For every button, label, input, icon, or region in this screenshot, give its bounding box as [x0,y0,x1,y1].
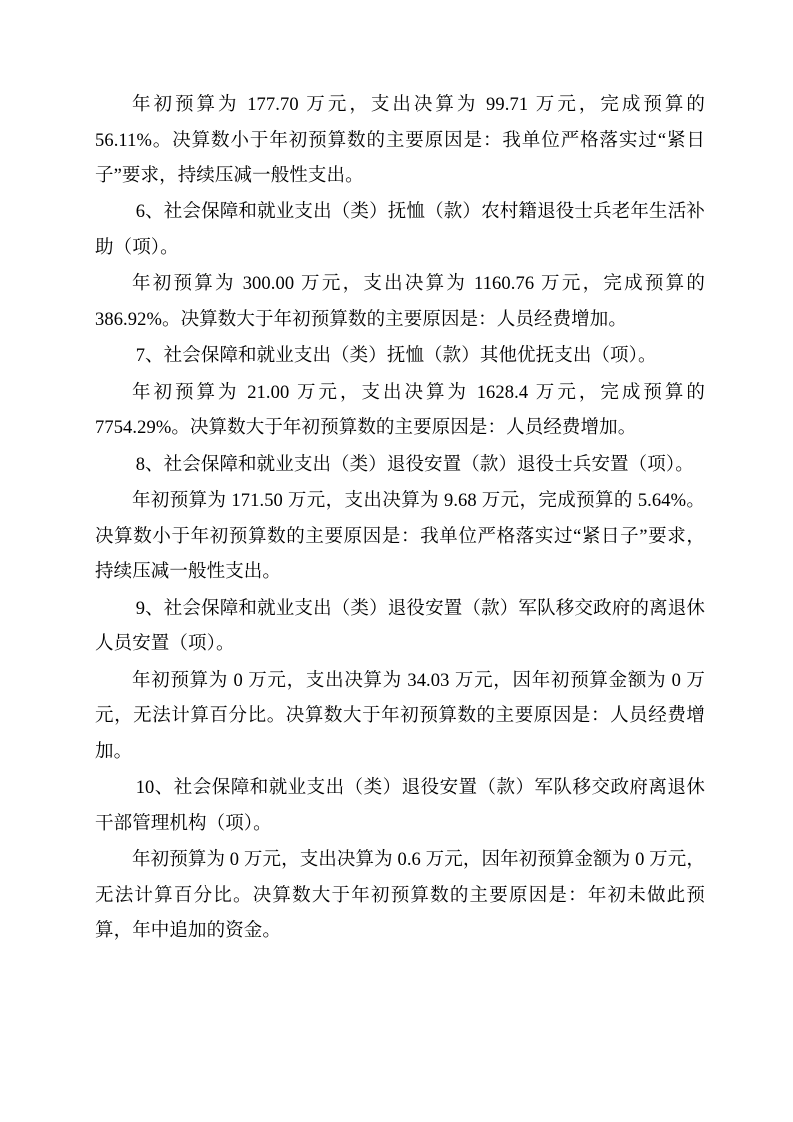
paragraph: 7、社会保障和就业支出（类）抚恤（款）其他优抚支出（项）。 [135,346,657,367]
paragraph: 年初预算为 171.50 万元，支出决算为 9.68 万元，完成预算的 5.64%。决算数小于年初预算数的主要原因是：我单位严格落实过“紧日子”要求，持续压减一般性支出。 [95,491,705,583]
paragraph: 6、社会保障和就业支出（类）抚恤（款）农村籍退役士兵老年生活补助（项）。 [95,202,705,258]
paragraph: 年初预算为 177.70 万元，支出决算为 99.71 万元，完成预算的 56.11%。决算数小于年初预算数的主要原因是：我单位严格落实过“紧日子”要求，持续压减一般性支出。 [95,95,705,187]
paragraph: 年初预算为 300.00 万元，支出决算为 1160.76 万元，完成预算的 386.92%。决算数大于年初预算数的主要原因是：人员经费增加。 [95,274,705,330]
paragraph: 年初预算为 0 万元，支出决算为 34.03 万元，因年初预算金额为 0 万元，无法计算百分比。决算数大于年初预算数的主要原因是：人员经费增加。 [95,670,705,762]
paragraph: 年初预算为 0 万元，支出决算为 0.6 万元，因年初预算金额为 0 万元，无法计算百分比。决算数大于年初预算数的主要原因是：年初未做此预算，年中追加的资金。 [95,850,705,942]
paragraph: 年初预算为 21.00 万元，支出决算为 1628.4 万元，完成预算的 7754.29%。决算数大于年初预算数的主要原因是：人员经费增加。 [95,382,705,439]
document-body [95,88,705,951]
paragraph: 9、社会保障和就业支出（类）退役安置（款）军队移交政府的离退休人员安置（项）。 [95,598,705,655]
paragraph: 10、社会保障和就业支出（类）退役安置（款）军队移交政府离退休干部管理机构（项）。 [95,778,705,834]
paragraph: 8、社会保障和就业支出（类）退役安置（款）退役士兵安置（项）。 [135,454,694,475]
